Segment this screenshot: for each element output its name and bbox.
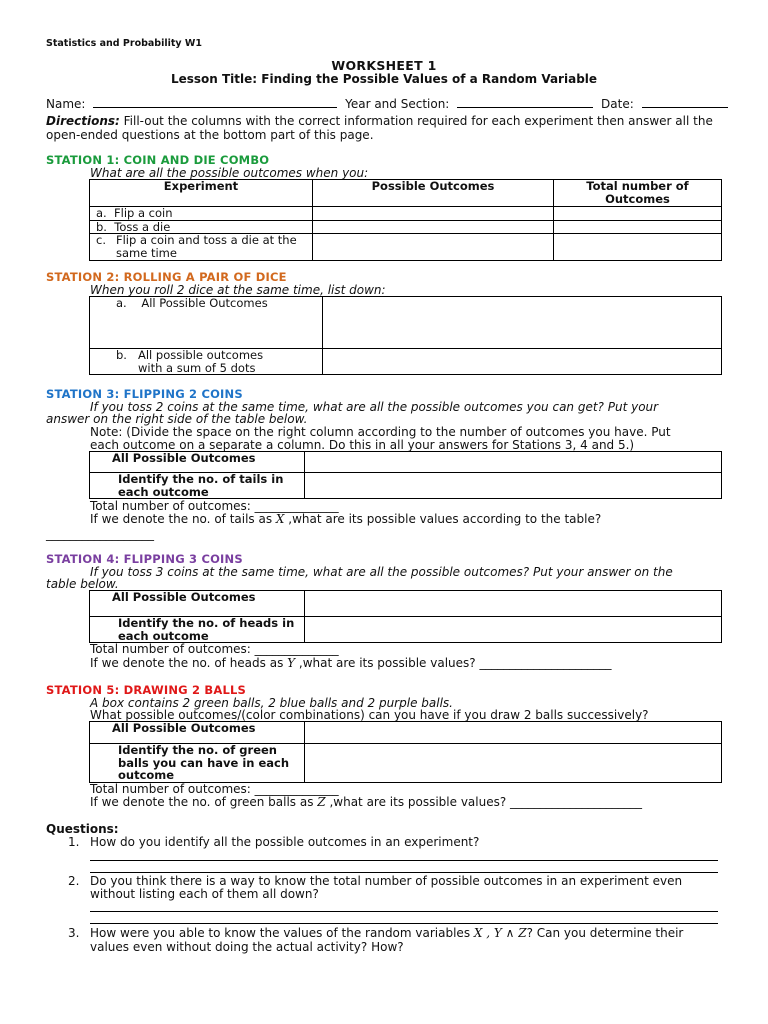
station4-row-outcomes-answer[interactable] — [305, 591, 722, 617]
station5-prompt-line2: What possible outcomes/(color combinations) can you have if you draw 2 balls successively? — [90, 708, 649, 722]
name-label: Name: — [46, 97, 86, 111]
station4-table — [89, 590, 722, 643]
station1-row-b: b. Toss a die — [90, 220, 313, 234]
station5-row-green-answer[interactable] — [305, 744, 722, 783]
station3-total: Total number of outcomes: ______________ — [90, 499, 339, 513]
directions-label: Directions: — [46, 114, 120, 128]
station1-prompt: What are all the possible outcomes when you: — [90, 166, 369, 180]
station3-question: If we denote the no. of tails as X ,what are its possible values according to the table? — [90, 512, 602, 526]
station4-title: STATION 4: FLIPPING 3 COINS — [46, 552, 243, 566]
station5-row-outcomes-label: All Possible Outcomes — [90, 722, 305, 744]
station1-table — [89, 179, 722, 261]
station1-row-a-total[interactable] — [554, 207, 722, 221]
station2-row-a: a. All Possible Outcomes — [90, 297, 323, 349]
question-3-number: 3. — [68, 926, 80, 940]
station2-title: STATION 2: ROLLING A PAIR OF DICE — [46, 270, 287, 284]
worksheet-title: WORKSHEET 1 — [331, 58, 437, 73]
question-2-line2: without listing each of them all down? — [90, 887, 319, 901]
question-1-answer-line-2[interactable] — [90, 872, 718, 873]
station4-row-heads-label: Identify the no. of heads in each outcome — [90, 617, 305, 643]
station5-table — [89, 721, 722, 783]
questions-label: Questions: — [46, 822, 119, 836]
station4-prompt-line1: If you toss 3 coins at the same time, what are all the possible outcomes? Put your answer on the — [90, 565, 673, 579]
station2-table — [89, 296, 722, 375]
station4-question: If we denote the no. of heads as Y ,what are its possible values? ______________________ — [90, 656, 612, 670]
question-2-number: 2. — [68, 874, 80, 888]
station1-row-b-total[interactable] — [554, 220, 722, 234]
station1-row-b-outcomes[interactable] — [313, 220, 554, 234]
station5-total: Total number of outcomes: ______________ — [90, 782, 339, 796]
station5-row-outcomes-answer[interactable] — [305, 722, 722, 744]
year-section-field[interactable] — [457, 107, 593, 108]
name-row — [46, 97, 728, 111]
date-label: Date: — [601, 97, 634, 111]
station4-variable: Y — [287, 656, 296, 670]
lesson-title: Lesson Title: Finding the Possible Values of a Random Variable — [170, 72, 598, 86]
station4-row-heads-answer[interactable] — [305, 617, 722, 643]
station5-prompt-line1: A box contains 2 green balls, 2 blue balls and 2 purple balls. — [90, 696, 453, 710]
station4-prompt-line2: table below. — [46, 577, 119, 591]
question-3-variables: X , Y ∧ Z — [473, 926, 527, 940]
station1-header-outcomes: Possible Outcomes — [313, 180, 554, 207]
station4-total: Total number of outcomes: ______________ — [90, 642, 339, 656]
station1-row-c: c. Flip a coin and toss a die at the same time — [90, 234, 313, 261]
name-field[interactable] — [93, 107, 337, 108]
station5-title: STATION 5: DRAWING 2 BALLS — [46, 683, 246, 697]
station1-header-experiment: Experiment — [90, 180, 313, 207]
station5-variable: Z — [317, 795, 326, 809]
station3-note-line1: Note: (Divide the space on the right column according to the number of outcomes you have. Put — [90, 425, 671, 439]
date-field[interactable] — [642, 107, 728, 108]
station3-prompt-line1: If you toss 2 coins at the same time, what are all the possible outcomes you can get? Put your — [90, 400, 659, 414]
station2-row-b: b. All possible outcomes with a sum of 5 dots — [90, 349, 323, 375]
station5-row-green-label: Identify the no. of green balls you can have in each outcome — [90, 744, 305, 783]
station3-table — [89, 451, 722, 499]
station3-note-line2: each outcome on a separate a column. Do this in all your answers for Stations 3, 4 and 5.) — [90, 438, 635, 452]
question-1-answer-line-1[interactable] — [90, 860, 718, 861]
station3-row-tails-label: Identify the no. of tails in each outcome — [90, 473, 305, 499]
station1-row-c-outcomes[interactable] — [313, 234, 554, 261]
station5-question: If we denote the no. of green balls as Z ,what are its possible values? ______________________ — [90, 795, 643, 809]
station1-header-total: Total number of Outcomes — [554, 180, 722, 207]
station3-answer-blank[interactable]: __________________ — [46, 527, 154, 541]
year-section-label: Year and Section: — [345, 97, 450, 111]
station1-row-a: a. Flip a coin — [90, 207, 313, 221]
directions — [46, 114, 726, 142]
question-3-line1: How were you able to know the values of the random variables X , Y ∧ Z? Can you determine their — [90, 926, 684, 940]
station3-variable: X — [275, 512, 285, 526]
station4-row-outcomes-label: All Possible Outcomes — [90, 591, 305, 617]
station2-row-b-answer[interactable] — [323, 349, 722, 375]
station3-prompt-line2: answer on the right side of the table below. — [46, 412, 308, 426]
station3-row-outcomes-label: All Possible Outcomes — [90, 452, 305, 473]
station2-row-a-answer[interactable] — [323, 297, 722, 349]
question-1-text: How do you identify all the possible outcomes in an experiment? — [90, 835, 480, 849]
station2-prompt: When you roll 2 dice at the same time, list down: — [90, 283, 386, 297]
station1-title: STATION 1: COIN AND DIE COMBO — [46, 153, 270, 167]
worksheet-header: Statistics and Probability W1 — [46, 38, 203, 49]
question-2-answer-line-1[interactable] — [90, 911, 718, 912]
station3-row-outcomes-answer[interactable] — [305, 452, 722, 473]
directions-text: Fill-out the columns with the correct information required for each experiment then answer all the open-ended questions at the bottom part of this page. — [46, 114, 713, 142]
question-3-line2: values even without doing the actual activity? How? — [90, 940, 404, 954]
question-2-line1: Do you think there is a way to know the total number of possible outcomes in an experiment even — [90, 874, 683, 888]
question-1-number: 1. — [68, 835, 80, 849]
question-2-answer-line-2[interactable] — [90, 923, 718, 924]
station1-row-c-total[interactable] — [554, 234, 722, 261]
station1-row-a-outcomes[interactable] — [313, 207, 554, 221]
station3-title: STATION 3: FLIPPING 2 COINS — [46, 387, 243, 401]
station3-row-tails-answer[interactable] — [305, 473, 722, 499]
